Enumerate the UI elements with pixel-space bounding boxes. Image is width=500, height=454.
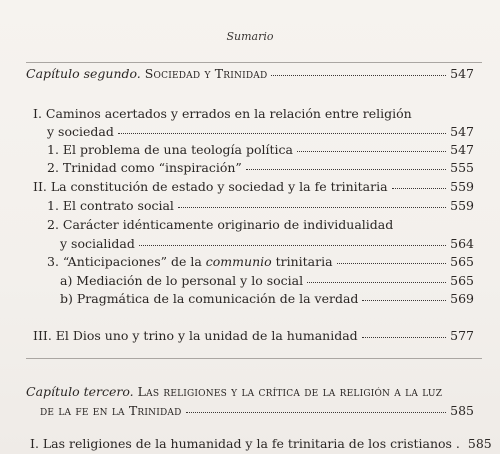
- leader-dots: [307, 281, 446, 283]
- chapter-3-label: Capítulo tercero.: [26, 384, 134, 399]
- middle-rule: [26, 358, 482, 359]
- leader-dots: [362, 336, 446, 338]
- toc-entry-text-post: trinitaria: [271, 254, 333, 269]
- toc-entry: [60, 236, 474, 252]
- toc-entry-text: 1. El problema de una teología política: [47, 142, 293, 157]
- leader-dots: [246, 168, 446, 170]
- toc-entry-text: y sociedad: [47, 124, 114, 139]
- chapter-3-title-line-1: Las religiones y la crítica de la religión a la luz: [137, 384, 443, 399]
- page-number: 565: [450, 273, 474, 288]
- chapter-3-heading-line: [26, 384, 442, 400]
- page-number: 585: [467, 436, 492, 451]
- page-number: 559: [450, 198, 474, 213]
- toc-entry-text-italic: communio: [205, 254, 272, 269]
- toc-entry: [33, 328, 474, 344]
- page-number: 564: [450, 236, 474, 251]
- leader-dots: [271, 74, 446, 76]
- running-header: Sumario: [226, 30, 274, 43]
- page-number: 565: [450, 254, 474, 269]
- toc-entry: [47, 160, 474, 176]
- toc-entry-text-pre: 3. “Anticipaciones” de la: [47, 254, 206, 269]
- toc-entry-text: [47, 254, 333, 270]
- page-number: 547: [450, 66, 474, 81]
- toc-entry: [47, 198, 474, 214]
- page-number: 547: [450, 124, 474, 139]
- page-number: 577: [450, 328, 474, 343]
- leader-dots: [362, 299, 446, 301]
- leader-dots: [337, 262, 447, 264]
- page-number: 569: [450, 291, 474, 306]
- page-number: 547: [450, 142, 474, 157]
- toc-entry: [47, 124, 474, 140]
- toc-entry-line: I. Caminos acertados y errados en la relación entre religión: [33, 106, 412, 121]
- toc-entry: [60, 291, 474, 307]
- toc-entry-text: II. La constitución de estado y sociedad y la fe trinitaria: [33, 179, 388, 194]
- toc-entry-text: III. El Dios uno y trino y la unidad de la humanidad: [33, 328, 358, 343]
- leader-dots: [118, 132, 446, 134]
- chapter-2-title: [26, 66, 267, 82]
- page-number: 585: [450, 403, 474, 418]
- toc-entry-text: b) Pragmática de la comunicación de la verdad: [60, 291, 359, 306]
- toc-entry: [47, 142, 474, 158]
- toc-entry: [60, 273, 474, 289]
- leader-dots: [392, 187, 447, 189]
- chapter-3-heading: [40, 403, 474, 419]
- chapter-2-name: Sociedad y Trinidad: [144, 66, 268, 81]
- toc-entry: [30, 436, 492, 452]
- leader-dots: [178, 206, 446, 208]
- leader-dots: [297, 150, 446, 152]
- top-rule: [26, 62, 482, 63]
- page-number: 555: [450, 160, 474, 175]
- toc-entry-text: a) Mediación de lo personal y lo social: [60, 273, 304, 288]
- chapter-2-heading: [26, 66, 474, 82]
- toc-entry: [47, 254, 474, 270]
- leader-dots: [139, 244, 446, 246]
- toc-entry: [33, 179, 474, 195]
- toc-entry-text: y socialidad: [60, 236, 135, 251]
- leader-dots: [186, 411, 447, 413]
- toc-entry-text: 1. El contrato social: [47, 198, 174, 213]
- toc-entry-text: I. Las religiones de la humanidad y la fe trinitaria de los cristianos .: [30, 436, 460, 451]
- chapter-2-label: Capítulo segundo.: [26, 66, 141, 81]
- chapter-3-title-line-2: de la fe en la Trinidad: [40, 403, 182, 418]
- page-number: 559: [450, 179, 474, 194]
- toc-entry-line: 2. Carácter idénticamente originario de individualidad: [47, 217, 394, 232]
- toc-entry-text: 2. Trinidad como “inspiración”: [47, 160, 242, 175]
